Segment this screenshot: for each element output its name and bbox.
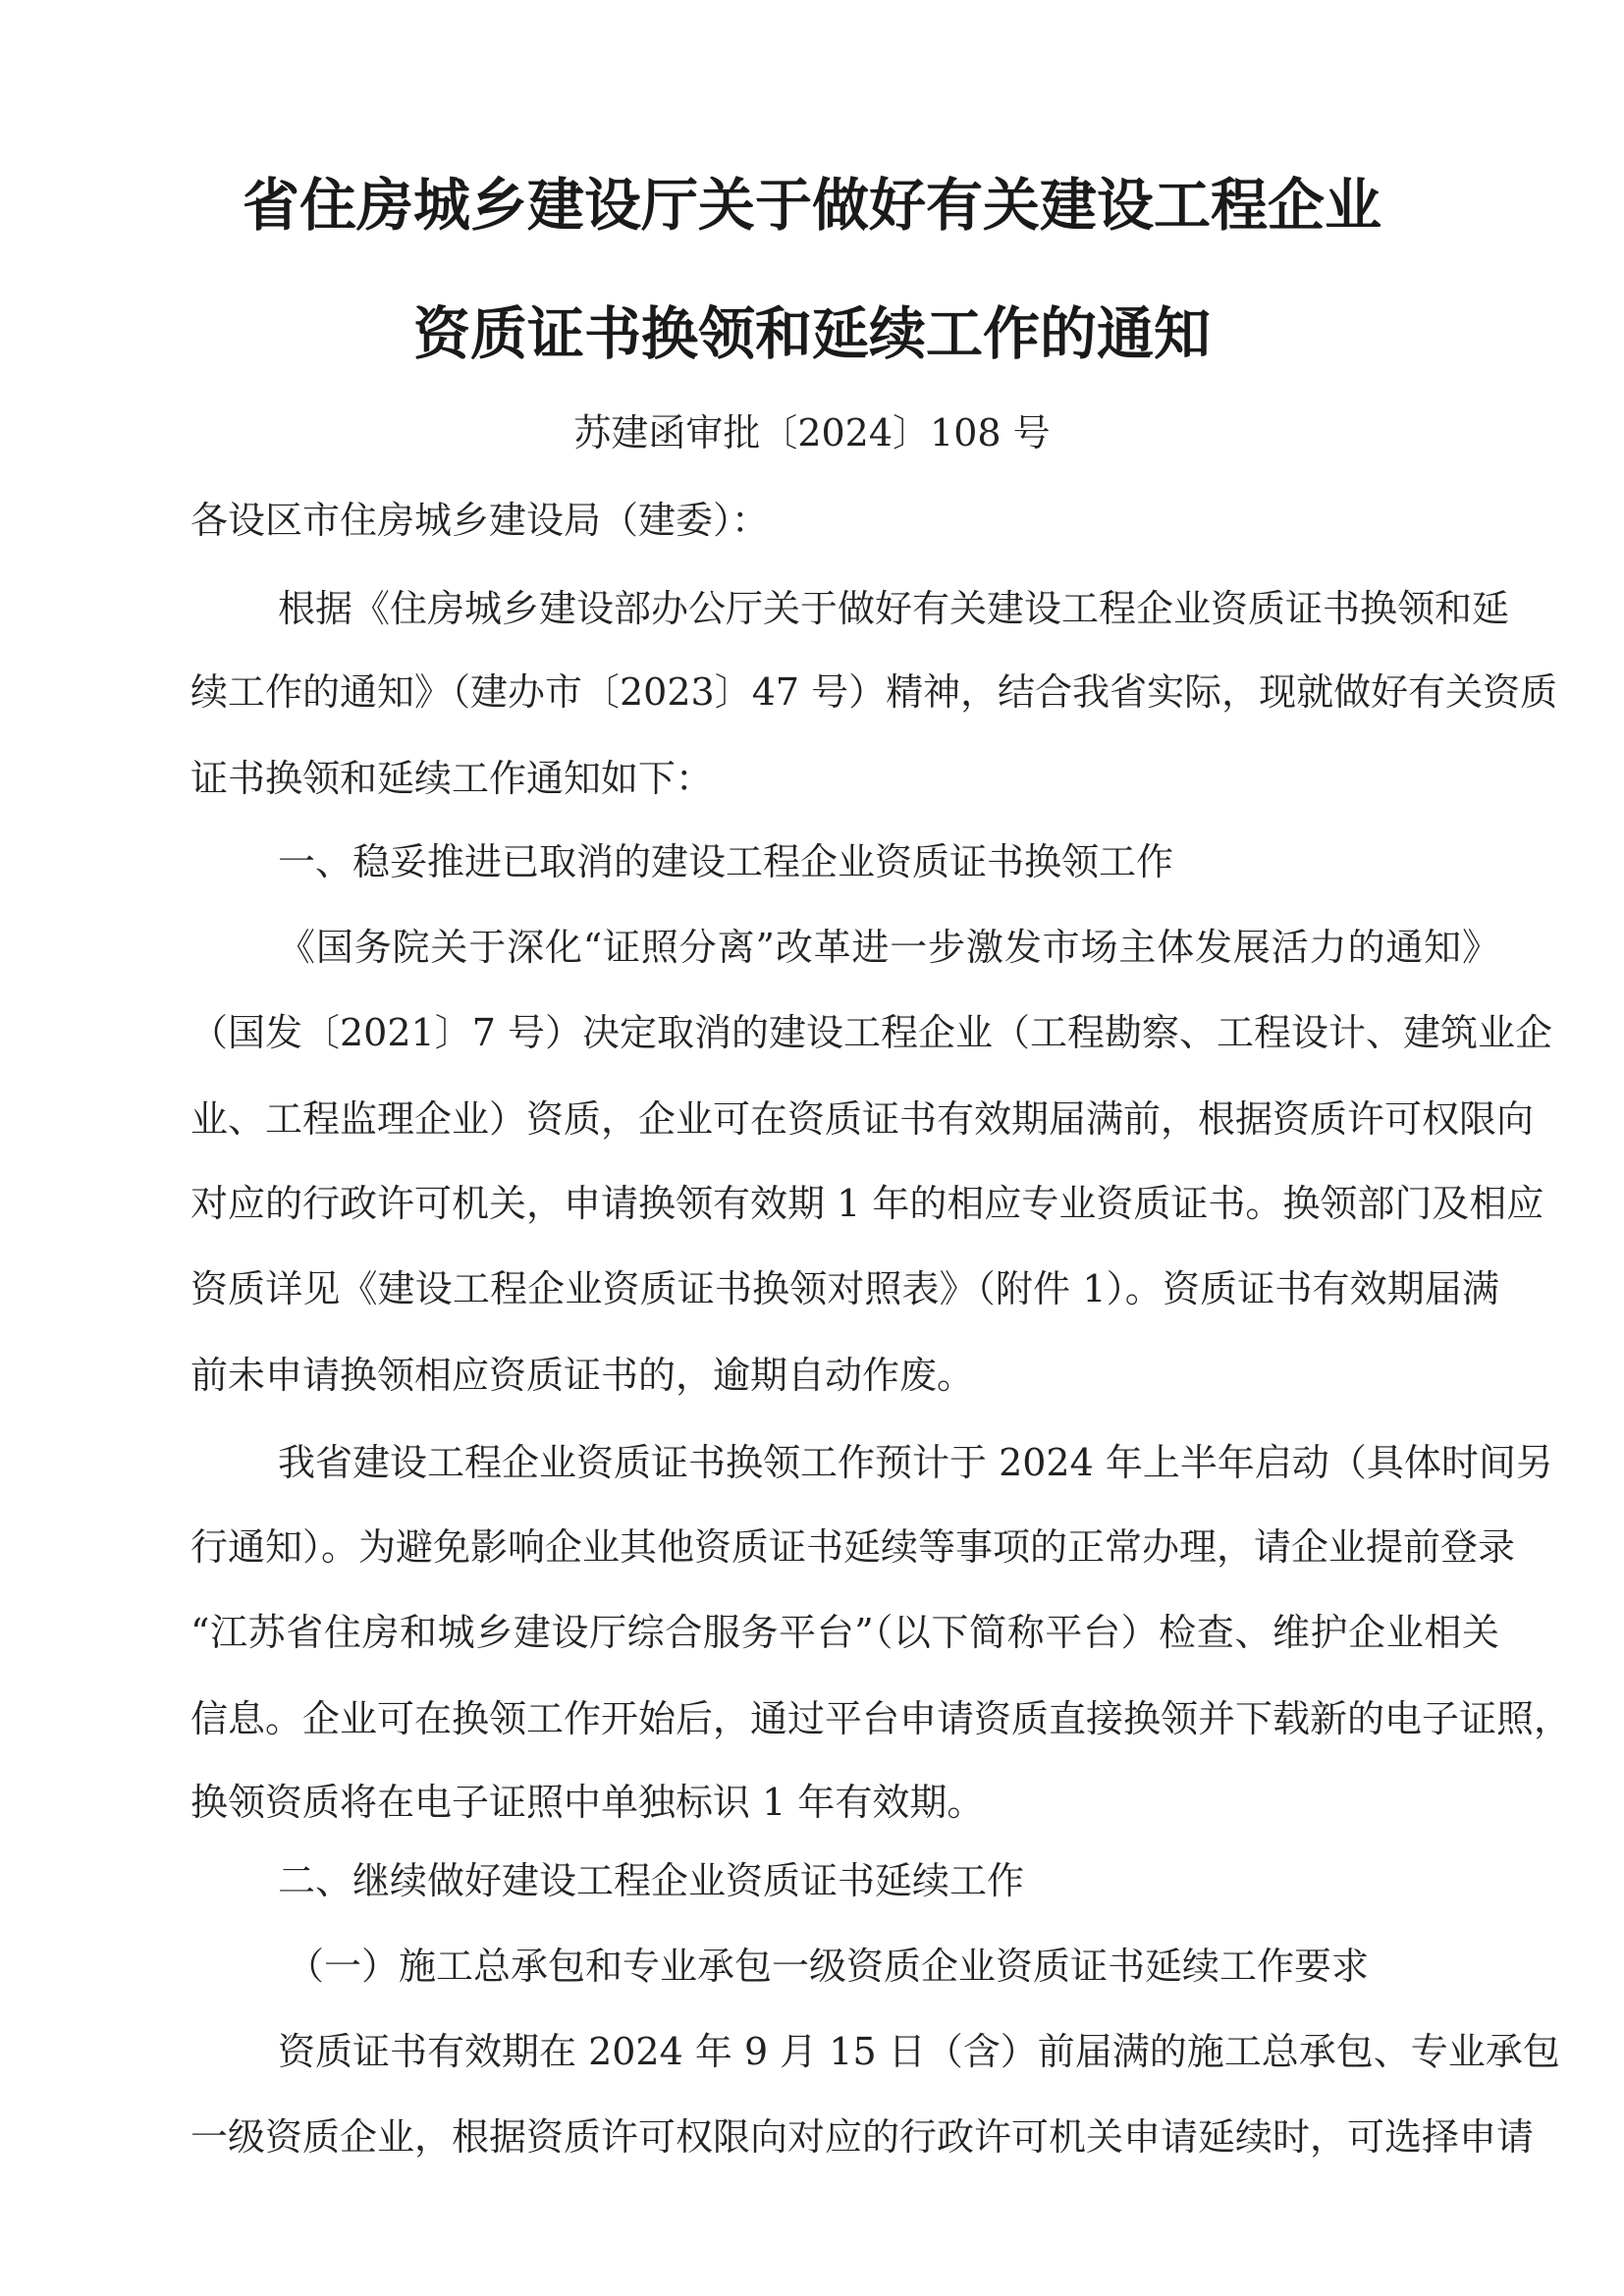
paragraph-line: 前未申请换领相应资质证书的，逾期自动作废。 [190, 1354, 975, 1397]
paragraph-line: 换领资质将在电子证照中单独标识 1 年有效期。 [190, 1781, 985, 1824]
document-title-line-1: 省住房城乡建设厅关于做好有关建设工程企业 [242, 172, 1381, 239]
paragraph-line: 业、工程监理企业）资质，企业可在资质证书有效期届满前，根据资质许可权限向 [190, 1097, 1535, 1141]
paragraph-line: 行通知）。为避免影响企业其他资质证书延续等事项的正常办理，请企业提前登录 [190, 1525, 1516, 1569]
paragraph-line: 《国务院关于深化“证照分离”改革进一步激发市场主体发展活力的通知》 [278, 926, 1499, 969]
paragraph-line: 我省建设工程企业资质证书换领工作预计于 2024 年上半年启动（具体时间另 [278, 1441, 1553, 1484]
paragraph-line: 续工作的通知》（建办市〔2023〕47 号）精神，结合我省实际，现就做好有关资质 [190, 670, 1558, 714]
salutation: 各设区市住房城乡建设局（建委）： [190, 499, 770, 542]
paragraph-line: 根据《住房城乡建设部办公厅关于做好有关建设工程企业资质证书换领和延 [278, 587, 1510, 630]
paragraph-line: （国发〔2021〕7 号）决定取消的建设工程企业（工程勘察、工程设计、建筑业企 [190, 1011, 1552, 1054]
paragraph-line: 资质详见《建设工程企业资质证书换领对照表》（附件 1）。资质证书有效期届满 [190, 1267, 1499, 1310]
subsection-heading-1: （一）施工总承包和专业承包一级资质企业资质证书延续工作要求 [287, 1945, 1370, 1988]
paragraph-line: 一级资质企业，根据资质许可权限向对应的行政许可机关申请延续时，可选择申请 [190, 2115, 1535, 2159]
document-title-line-2: 资质证书换领和延续工作的通知 [412, 300, 1211, 367]
paragraph-line: “江苏省住房和城乡建设厅综合服务平台”（以下简称平台）检查、维护企业相关 [190, 1611, 1499, 1654]
paragraph-line: 资质证书有效期在 2024 年 9 月 15 日（含）前届满的施工总承包、专业承包 [278, 2030, 1560, 2073]
paragraph-line: 信息。企业可在换领工作开始后，通过平台申请资质直接换领并下载新的电子证照， [190, 1697, 1572, 1740]
paragraph-line: 对应的行政许可机关，申请换领有效期 1 年的相应专业资质证书。换领部门及相应 [190, 1182, 1544, 1225]
document-number: 苏建函审批〔2024〕108 号 [573, 411, 1051, 454]
section-heading-2: 二、继续做好建设工程企业资质证书延续工作 [278, 1859, 1025, 1902]
paragraph-line: 证书换领和延续工作通知如下： [190, 757, 714, 800]
section-heading-1: 一、稳妥推进已取消的建设工程企业资质证书换领工作 [278, 840, 1174, 883]
